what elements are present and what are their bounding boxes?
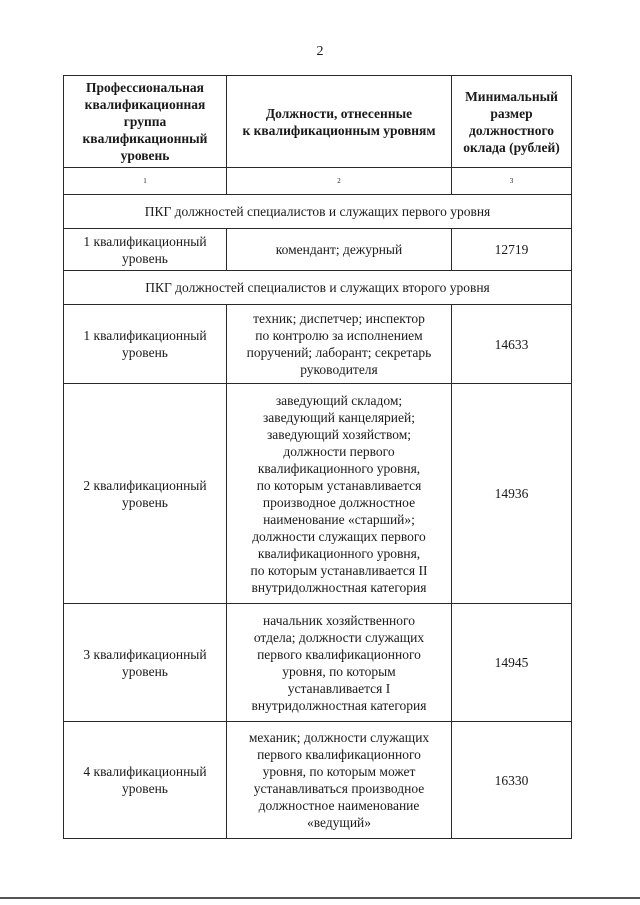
column-number: 1 xyxy=(64,168,227,195)
column-number: 3 xyxy=(452,168,572,195)
salary-cell: 14945 xyxy=(452,604,572,722)
qualification-level: 4 квалификационный уровень xyxy=(64,722,227,839)
table-row xyxy=(64,305,572,384)
header-min-salary: Минимальный размер должностного оклада (рублей) xyxy=(452,76,572,168)
table-row xyxy=(64,604,572,722)
positions-cell: комендант; дежурный xyxy=(227,229,452,271)
section-header-row xyxy=(64,271,572,305)
positions-cell: механик; должности служащих первого квалификационного уровня, по которым может устанавливаться производное должностное наименование «ведущий» xyxy=(227,722,452,839)
positions-cell: заведующий складом; заведующий канцелярией; заведующий хозяйством; должности первого квалификационного уровня, по которым устанавливается производное должностное наименование «старший»; должности служащих первого квалификационного уровня, по которым устанавливается II внутридолжностная категория xyxy=(227,384,452,604)
column-number-row xyxy=(64,168,572,195)
positions-cell: начальник хозяйственного отдела; должности служащих первого квалификационного уровня, по которым устанавливается I внутридолжностная категория xyxy=(227,604,452,722)
positions-cell: техник; диспетчер; инспектор по контролю за исполнением поручений; лаборант; секретарь руководителя xyxy=(227,305,452,384)
salary-cell: 12719 xyxy=(452,229,572,271)
page-number: 2 xyxy=(316,44,324,59)
salary-cell: 14936 xyxy=(452,384,572,604)
column-number: 2 xyxy=(227,168,452,195)
table-row xyxy=(64,722,572,839)
header-positions: Должности, отнесенные к квалификационным уровням xyxy=(227,76,452,168)
salary-cell: 16330 xyxy=(452,722,572,839)
qualification-level: 2 квалификационный уровень xyxy=(64,384,227,604)
section-title: ПКГ должностей специалистов и служащих первого уровня xyxy=(64,195,572,229)
header-qualification-group: Профессиональная квалификационная группа квалификационный уровень xyxy=(64,76,227,168)
salary-table xyxy=(63,75,572,839)
salary-cell: 14633 xyxy=(452,305,572,384)
bottom-scan-border xyxy=(0,897,640,899)
qualification-level: 3 квалификационный уровень xyxy=(64,604,227,722)
qualification-level: 1 квалификационный уровень xyxy=(64,229,227,271)
section-header-row xyxy=(64,195,572,229)
table-row xyxy=(64,229,572,271)
table-row xyxy=(64,384,572,604)
qualification-level: 1 квалификационный уровень xyxy=(64,305,227,384)
section-title: ПКГ должностей специалистов и служащих второго уровня xyxy=(64,271,572,305)
header-row xyxy=(64,76,572,168)
